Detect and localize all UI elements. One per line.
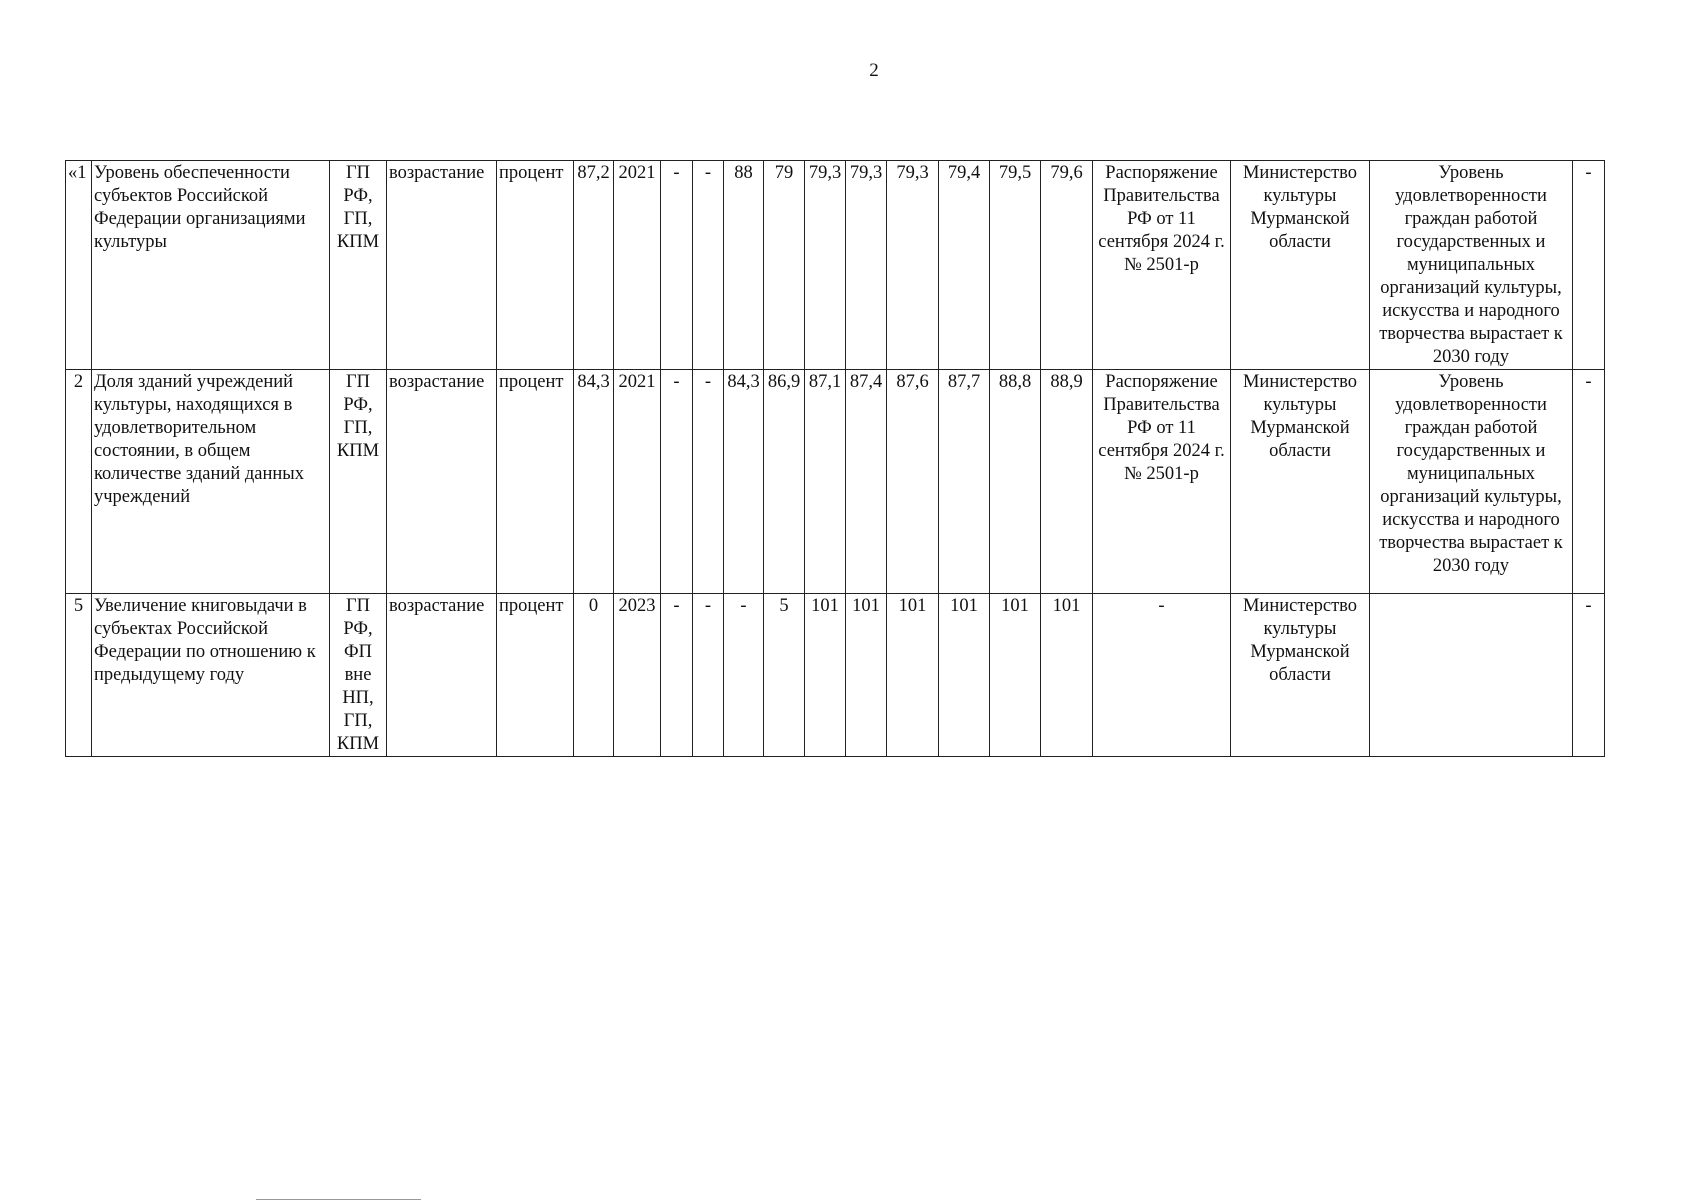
responsible-body: Министерство культуры Мурманской области bbox=[1231, 370, 1370, 594]
indicator-level: ГП РФ, ФП вне НП, ГП, КПМ bbox=[330, 594, 387, 757]
value-cell: 79,3 bbox=[887, 161, 939, 370]
goal-link: Уровень удовлетворенности граждан работой государственных и муниципальных организаций культуры, искусства и народного творчества вырастает к 2030 году bbox=[1370, 161, 1573, 370]
table-row bbox=[66, 370, 1605, 594]
value-cell: 79,5 bbox=[990, 161, 1041, 370]
base-value: 87,2 bbox=[574, 161, 614, 370]
value-cell: 79,3 bbox=[846, 161, 887, 370]
row-number: 5 bbox=[66, 594, 92, 757]
indicator-level: ГП РФ, ГП, КПМ bbox=[330, 161, 387, 370]
value-cell: 88 bbox=[724, 161, 764, 370]
value-cell: 87,6 bbox=[887, 370, 939, 594]
responsible-body: Министерство культуры Мурманской области bbox=[1231, 161, 1370, 370]
responsible-body: Министерство культуры Мурманской области bbox=[1231, 594, 1370, 757]
indicators-table bbox=[65, 160, 1605, 757]
indicator-trend: возрастание bbox=[387, 161, 497, 370]
value-cell: 79,4 bbox=[939, 161, 990, 370]
page-number: 2 bbox=[869, 60, 879, 81]
info-system: - bbox=[1573, 370, 1605, 594]
value-cell: - bbox=[693, 594, 724, 757]
row-number: 2 bbox=[66, 370, 92, 594]
row-number: «1 bbox=[66, 161, 92, 370]
value-cell: 88,9 bbox=[1041, 370, 1093, 594]
info-system: - bbox=[1573, 594, 1605, 757]
base-year: 2023 bbox=[614, 594, 661, 757]
indicator-unit: процент bbox=[497, 594, 574, 757]
value-cell: 101 bbox=[1041, 594, 1093, 757]
base-year: 2021 bbox=[614, 370, 661, 594]
value-cell: 84,3 bbox=[724, 370, 764, 594]
regulatory-document: - bbox=[1093, 594, 1231, 757]
table-row bbox=[66, 161, 1605, 370]
goal-link: Уровень удовлетворенности граждан работой государственных и муниципальных организаций культуры, искусства и народного творчества вырастает к 2030 году bbox=[1370, 370, 1573, 594]
base-value: 84,3 bbox=[574, 370, 614, 594]
indicator-unit: процент bbox=[497, 370, 574, 594]
value-cell: 87,4 bbox=[846, 370, 887, 594]
value-cell: 101 bbox=[939, 594, 990, 757]
goal-link bbox=[1370, 594, 1573, 757]
regulatory-document: Распоряжение Правительства РФ от 11 сентября 2024 г. № 2501-р bbox=[1093, 161, 1231, 370]
value-cell: - bbox=[724, 594, 764, 757]
indicator-name: Доля зданий учреждений культуры, находящихся в удовлетворительном состоянии, в общем количестве зданий данных учреждений bbox=[92, 370, 330, 594]
value-cell: 88,8 bbox=[990, 370, 1041, 594]
table-row bbox=[66, 594, 1605, 757]
value-cell: - bbox=[693, 161, 724, 370]
indicator-level: ГП РФ, ГП, КПМ bbox=[330, 370, 387, 594]
info-system: - bbox=[1573, 161, 1605, 370]
value-cell: 101 bbox=[846, 594, 887, 757]
value-cell: 101 bbox=[805, 594, 846, 757]
value-cell: 101 bbox=[990, 594, 1041, 757]
regulatory-document: Распоряжение Правительства РФ от 11 сентября 2024 г. № 2501-р bbox=[1093, 370, 1231, 594]
indicator-trend: возрастание bbox=[387, 594, 497, 757]
value-cell: - bbox=[661, 370, 693, 594]
value-cell: 101 bbox=[887, 594, 939, 757]
indicator-unit: процент bbox=[497, 161, 574, 370]
indicator-name: Увеличение книговыдачи в субъектах Российской Федерации по отношению к предыдущему году bbox=[92, 594, 330, 757]
value-cell: - bbox=[693, 370, 724, 594]
base-value: 0 bbox=[574, 594, 614, 757]
value-cell: 5 bbox=[764, 594, 805, 757]
indicator-trend: возрастание bbox=[387, 370, 497, 594]
base-year: 2021 bbox=[614, 161, 661, 370]
indicators-table-wrapper bbox=[65, 160, 1605, 757]
value-cell: 87,7 bbox=[939, 370, 990, 594]
value-cell: 79 bbox=[764, 161, 805, 370]
value-cell: 87,1 bbox=[805, 370, 846, 594]
value-cell: 86,9 bbox=[764, 370, 805, 594]
value-cell: 79,6 bbox=[1041, 161, 1093, 370]
value-cell: - bbox=[661, 161, 693, 370]
value-cell: 79,3 bbox=[805, 161, 846, 370]
indicator-name: Уровень обеспеченности субъектов Российской Федерации организациями культуры bbox=[92, 161, 330, 370]
value-cell: - bbox=[661, 594, 693, 757]
